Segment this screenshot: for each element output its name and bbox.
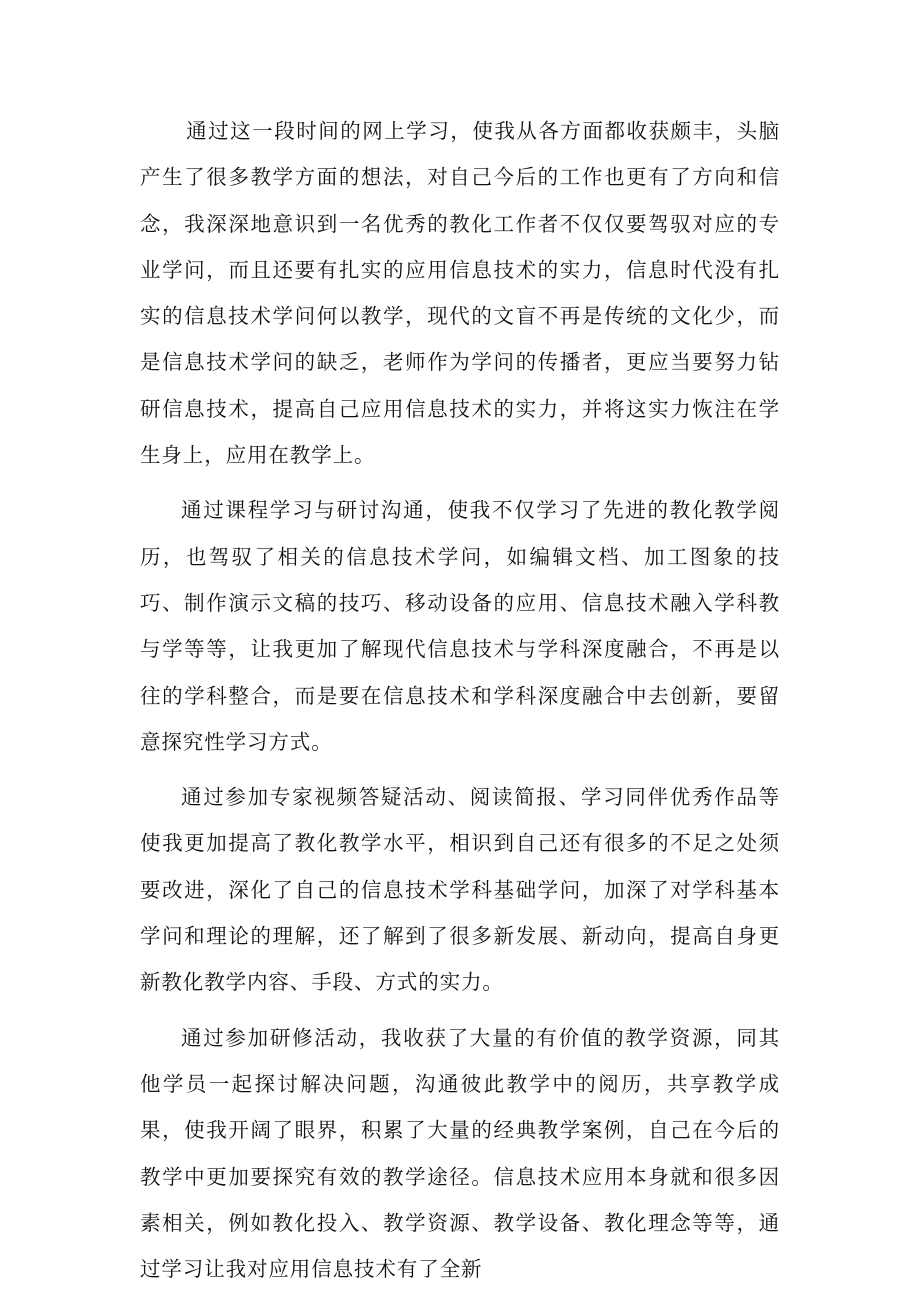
paragraph-4: 通过参加研修活动，我收获了大量的有价值的教学资源，同其他学员一起探讨解决问题，沟通彼此教学中的阅历，共享教学成果，使我开阔了眼界，积累了大量的经典教学案例，自己在今后的教学中更加要探究有效的教学途径。信息技术应用本身就和很多因素相关，例如教化投入、教学资源、教学设备、教化理念等等，通过学习让我对应用信息技术有了全新 xyxy=(140,1025,780,1282)
paragraph-3: 通过参加专家视频答疑活动、阅读简报、学习同伴优秀作品等使我更加提高了教化教学水平，相识到自己还有很多的不足之处须要改进，深化了自己的信息技术学科基础学问，加深了对学科基本学问和理论的理解，还了解到了很多新发展、新动向，提高自身更新教化教学内容、手段、方式的实力。 xyxy=(140,785,780,995)
document-body xyxy=(140,108,780,1301)
paragraph-1: 通过这一段时间的网上学习，使我从各方面都收获颇丰，头脑产生了很多教学方面的想法，对自己今后的工作也更有了方向和信念，我深深地意识到一名优秀的教化工作者不仅仅要驾驭对应的专业学问，而且还要有扎实的应用信息技术的实力，信息时代没有扎实的信息技术学问何以教学，现代的文盲不再是传统的文化少，而是信息技术学问的缺乏，老师作为学问的传播者，更应当要努力钻研信息技术，提高自己应用信息技术的实力，并将这实力恢注在学生身上，应用在教学上。 xyxy=(140,119,780,468)
paragraph-2: 通过课程学习与研讨沟通，使我不仅学习了先进的教化教学阅历，也驾驭了相关的信息技术学问，如编辑文档、加工图象的技巧、制作演示文稿的技巧、移动设备的应用、信息技术融入学科教与学等等，让我更加了解现代信息技术与学科深度融合，不再是以往的学科整合，而是要在信息技术和学科深度融合中去创新，要留意探究性学习方式。 xyxy=(140,498,780,754)
